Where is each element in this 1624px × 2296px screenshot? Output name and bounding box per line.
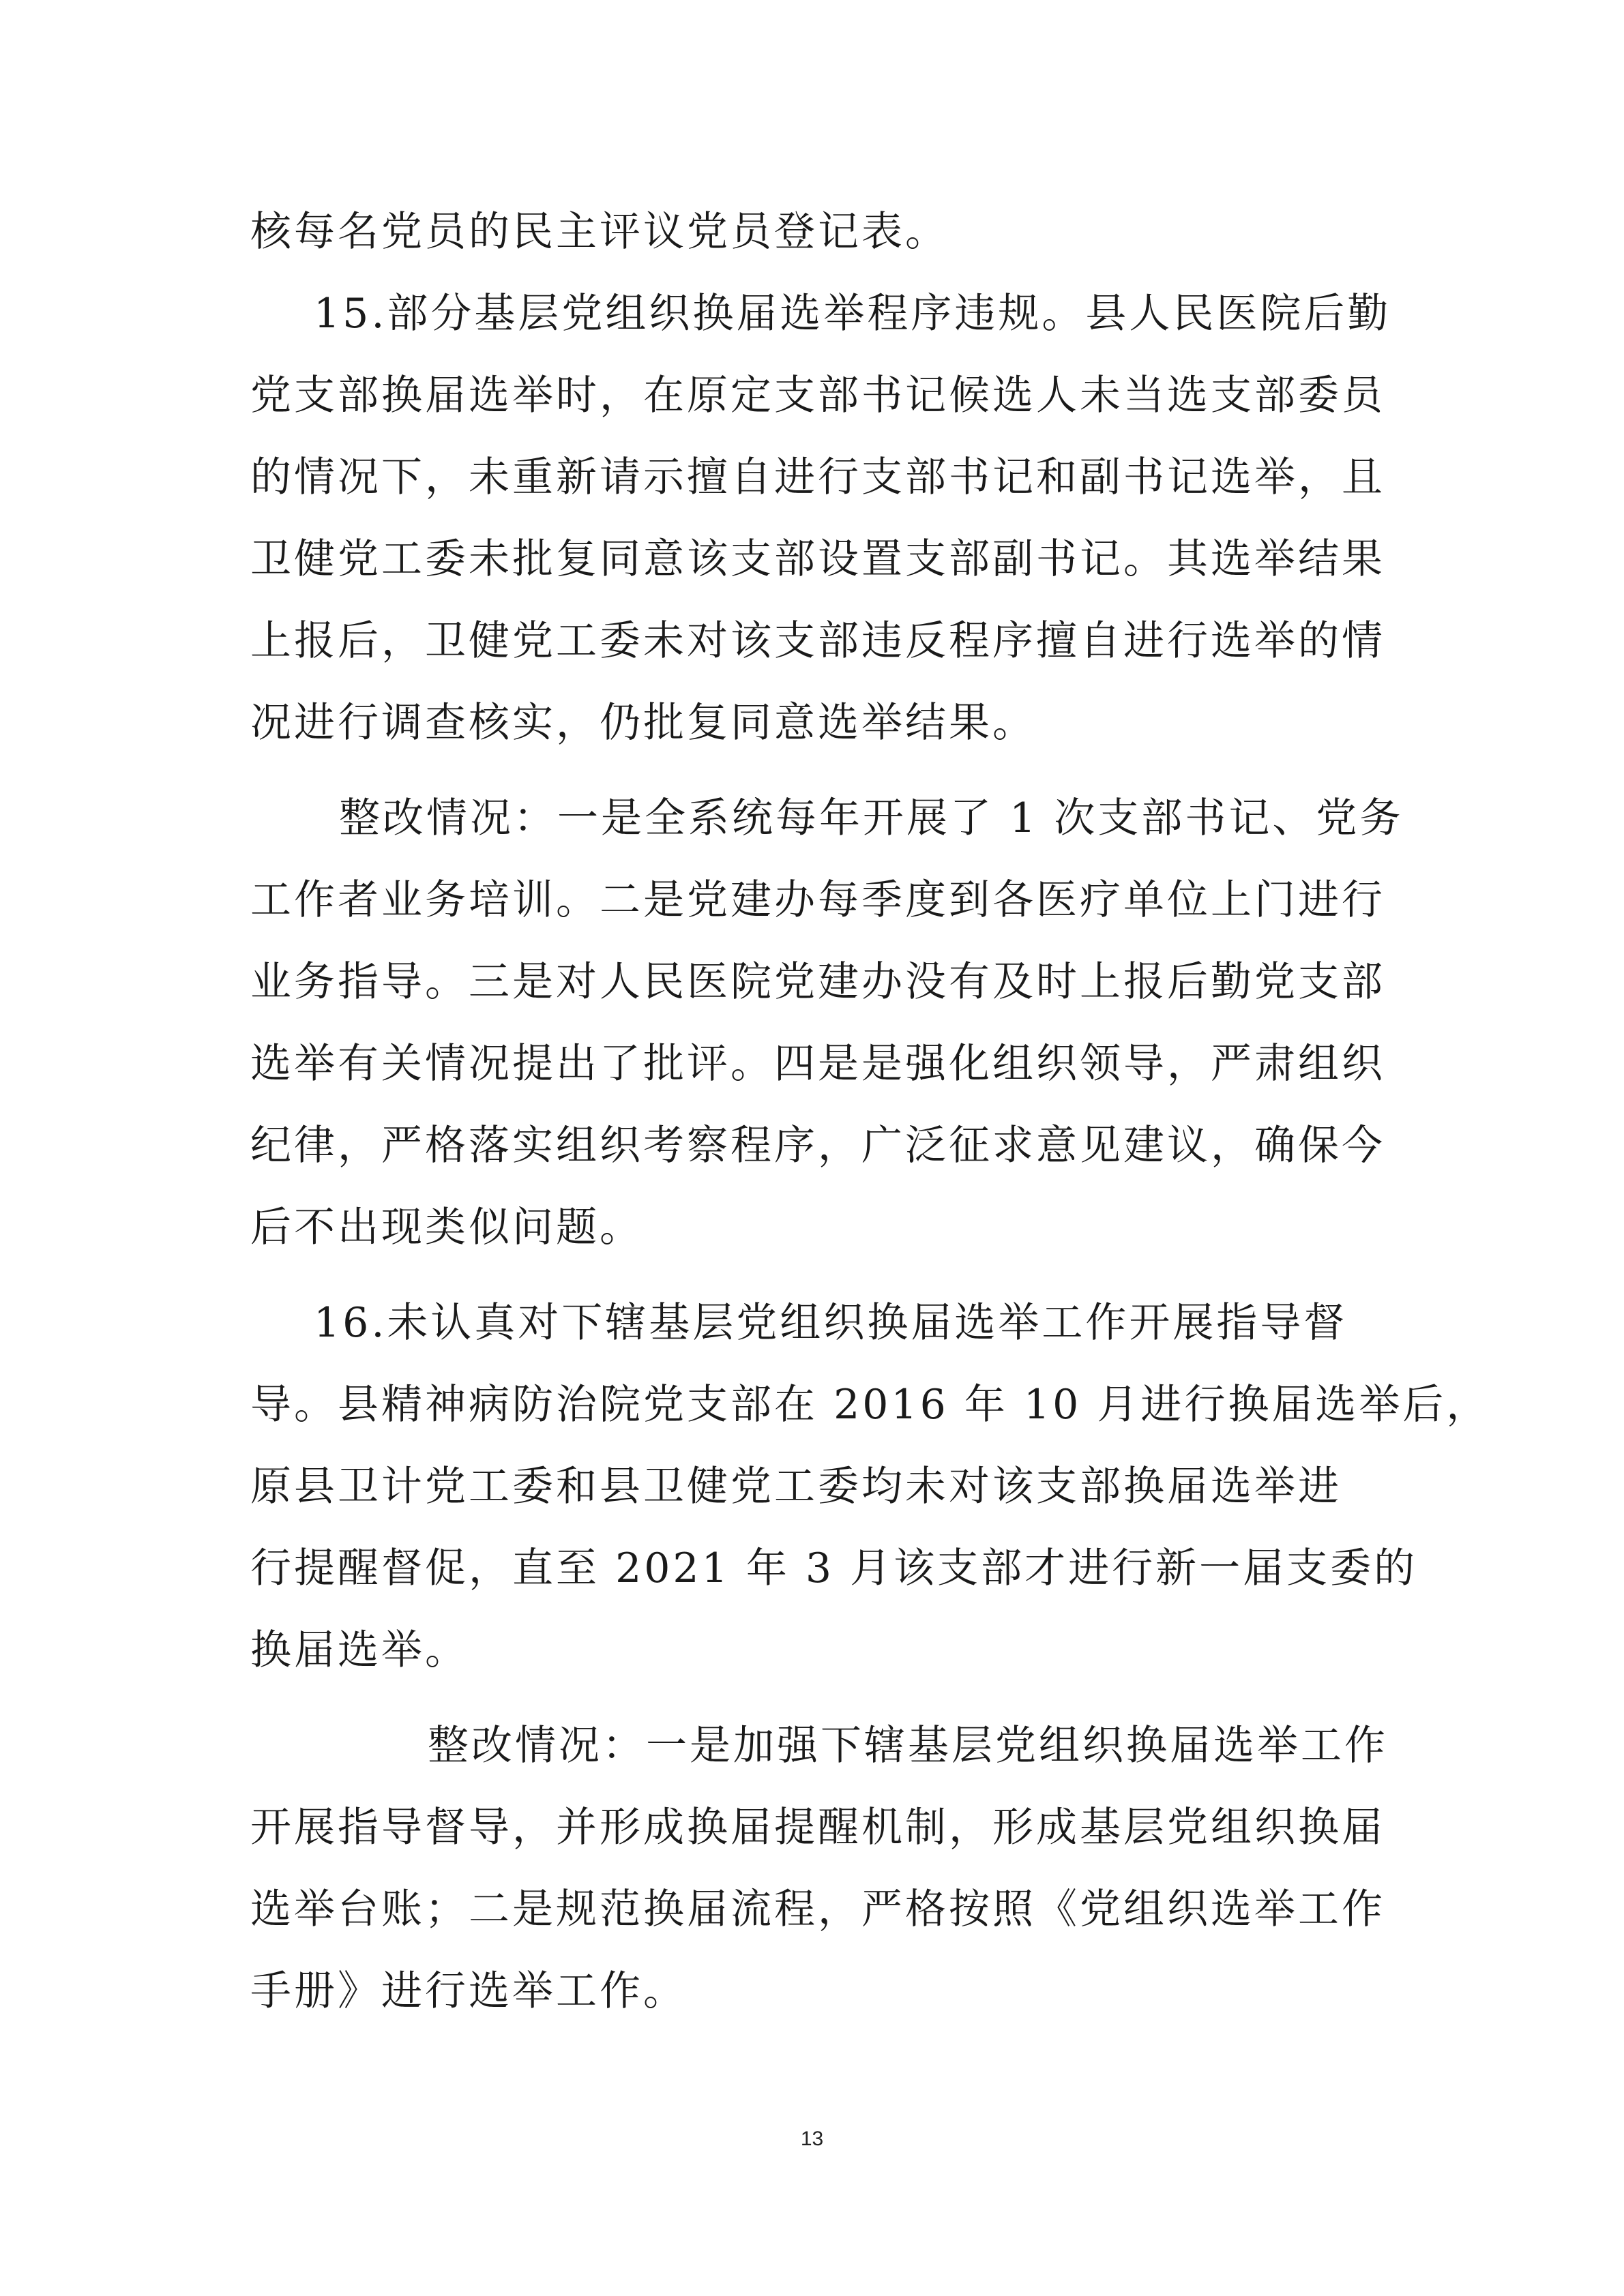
text-line-21: 选举台账；二是规范换届流程，严格按照《党组织选举工作 [250, 1885, 1385, 1933]
text-line-20: 开展指导督导，并形成换届提醒机制，形成基层党组织换届 [250, 1804, 1385, 1851]
text-line-8: 整改情况：一是全系统每年开展了 1 次支部书记、党务 [339, 794, 1404, 842]
text-line-3: 党支部换届选举时，在原定支部书记候选人未当选支部委员 [250, 372, 1385, 419]
page-number: 13 [800, 2128, 824, 2150]
text-line-13: 后不出现类似问题。 [250, 1204, 643, 1251]
text-line-7: 况进行调查核实，仍批复同意选举结果。 [250, 699, 1036, 747]
text-line-14: 16.未认真对下辖基层党组织换届选举工作开展指导督 [314, 1299, 1348, 1347]
text-line-15: 导。县精神病防治院党支部在 2016 年 10 月进行换届选举后， [250, 1381, 1490, 1429]
text-line-1: 核每名党员的民主评议党员登记表。 [250, 208, 949, 256]
text-line-6: 上报后，卫健党工委未对该支部违反程序擅自进行选举的情 [250, 617, 1385, 665]
text-line-16: 原县卫计党工委和县卫健党工委均未对该支部换届选举进 [250, 1463, 1342, 1510]
text-line-18: 换届选举。 [250, 1626, 469, 1674]
text-line-10: 业务指导。三是对人民医院党建办没有及时上报后勤党支部 [250, 958, 1385, 1006]
text-line-4: 的情况下，未重新请示擅自进行支部书记和副书记选举，且 [250, 453, 1385, 501]
text-line-5: 卫健党工委未批复同意该支部设置支部副书记。其选举结果 [250, 535, 1385, 583]
text-line-11: 选举有关情况提出了批评。四是是强化组织领导，严肃组织 [250, 1040, 1385, 1088]
text-line-2: 15.部分基层党组织换届选举程序违规。县人民医院后勤 [314, 290, 1391, 338]
text-line-9: 工作者业务培训。二是党建办每季度到各医疗单位上门进行 [250, 876, 1385, 924]
text-line-12: 纪律，严格落实组织考察程序，广泛征求意见建议，确保今 [250, 1122, 1385, 1169]
text-line-17: 行提醒督促，直至 2021 年 3 月该支部才进行新一届支委的 [250, 1545, 1418, 1592]
text-line-22: 手册》进行选举工作。 [250, 1967, 687, 2015]
text-line-19: 整改情况：一是加强下辖基层党组织换届选举工作 [428, 1722, 1388, 1770]
